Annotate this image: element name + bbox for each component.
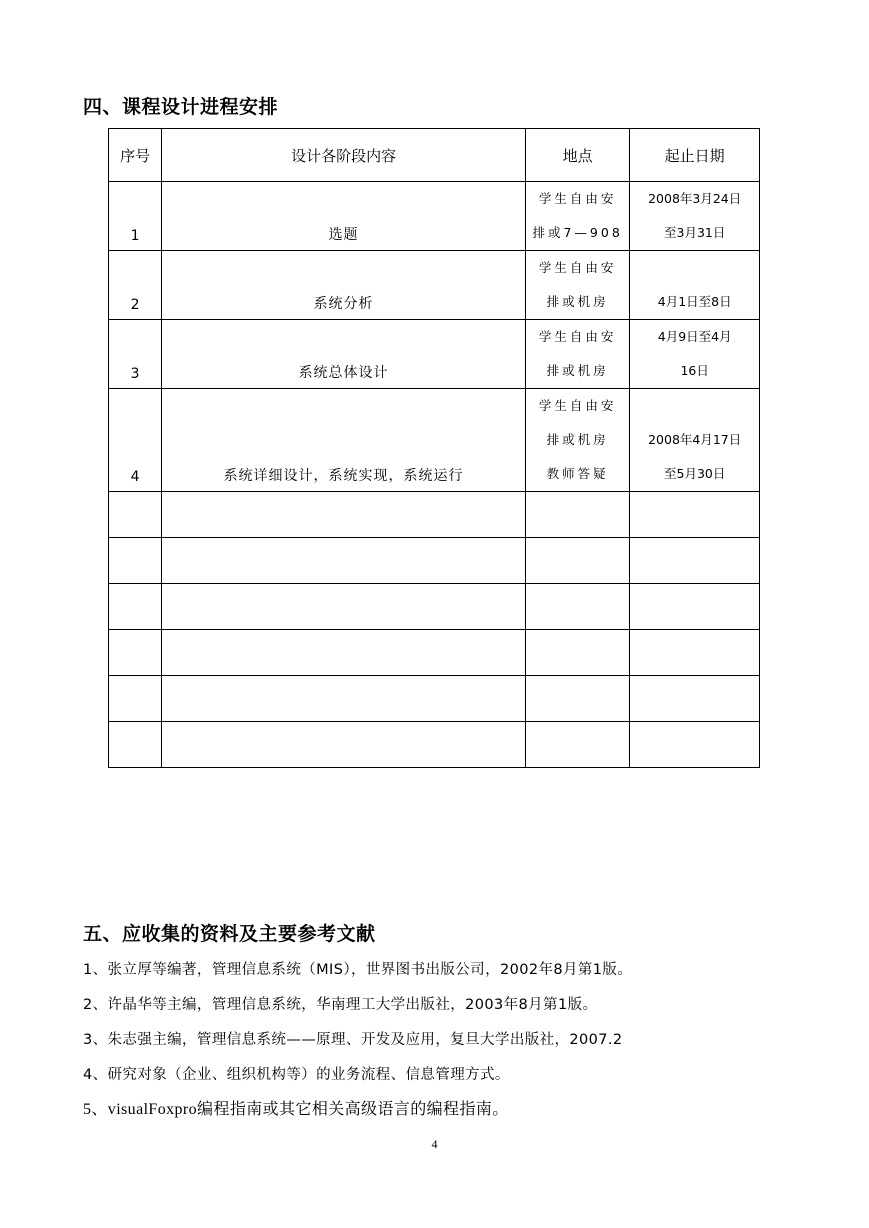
location-line: 学生自由安 bbox=[538, 329, 617, 344]
date-line: 2008年4月17日 bbox=[648, 432, 742, 447]
row-location bbox=[525, 320, 629, 389]
empty-cell bbox=[109, 538, 162, 584]
empty-cell bbox=[630, 492, 760, 538]
date-line: 16日 bbox=[680, 363, 709, 378]
page-number: 4 bbox=[431, 1137, 438, 1151]
row-dates bbox=[630, 389, 760, 492]
section-5-heading: 五、应收集的资料及主要参考文献 bbox=[83, 923, 376, 945]
row-dates bbox=[630, 251, 760, 320]
empty-cell bbox=[630, 676, 760, 722]
row-content: 系统分析 bbox=[162, 251, 526, 320]
header-seq: 序号 bbox=[109, 129, 162, 182]
row-dates bbox=[630, 320, 760, 389]
empty-cell bbox=[525, 492, 629, 538]
date-line: 至3月31日 bbox=[664, 225, 726, 240]
schedule-table bbox=[108, 128, 760, 768]
date-line: 2008年3月24日 bbox=[648, 191, 742, 206]
location-line: 排或机房 bbox=[546, 294, 609, 309]
reference-item: 1、张立厚等编著，管理信息系统（MIS），世界图书出版公司，2002年8月第1版。 bbox=[83, 962, 633, 978]
empty-row bbox=[109, 584, 760, 630]
empty-cell bbox=[109, 676, 162, 722]
date-line: 4月9日至4月 bbox=[657, 329, 732, 344]
date-line: 4月1日至8日 bbox=[657, 294, 732, 309]
row-dates bbox=[630, 182, 760, 251]
empty-row bbox=[109, 722, 760, 768]
empty-cell bbox=[162, 492, 526, 538]
reference-item: 2、许晶华等主编，管理信息系统，华南理工大学出版社，2003年8月第1版。 bbox=[83, 997, 598, 1013]
table-row bbox=[109, 320, 760, 389]
table-header-row bbox=[109, 129, 760, 182]
empty-cell bbox=[630, 630, 760, 676]
date-line: 至5月30日 bbox=[664, 466, 726, 481]
table-row bbox=[109, 389, 760, 492]
empty-cell bbox=[630, 722, 760, 768]
location-line: 学生自由安 bbox=[538, 260, 617, 275]
row-number: 1 bbox=[109, 182, 162, 251]
empty-cell bbox=[109, 584, 162, 630]
empty-cell bbox=[109, 630, 162, 676]
header-content: 设计各阶段内容 bbox=[162, 129, 526, 182]
empty-cell bbox=[525, 630, 629, 676]
row-location bbox=[525, 182, 629, 251]
empty-cell bbox=[162, 630, 526, 676]
location-line: 排或7—908 bbox=[532, 225, 623, 240]
empty-row bbox=[109, 630, 760, 676]
reference-item: 4、研究对象（企业、组织机构等）的业务流程、信息管理方式。 bbox=[83, 1067, 510, 1083]
empty-cell bbox=[109, 722, 162, 768]
empty-cell bbox=[525, 584, 629, 630]
row-location bbox=[525, 251, 629, 320]
empty-cell bbox=[162, 722, 526, 768]
location-line: 排或机房 bbox=[546, 432, 609, 447]
reference-list bbox=[83, 957, 632, 1132]
header-dates: 起止日期 bbox=[630, 129, 760, 182]
empty-cell bbox=[630, 538, 760, 584]
empty-cell bbox=[630, 584, 760, 630]
empty-cell bbox=[162, 676, 526, 722]
location-line: 学生自由安 bbox=[538, 191, 617, 206]
date-line bbox=[630, 251, 759, 285]
empty-row bbox=[109, 492, 760, 538]
row-content: 选题 bbox=[162, 182, 526, 251]
row-number: 4 bbox=[109, 389, 162, 492]
reference-item: 3、朱志强主编，管理信息系统——原理、开发及应用，复旦大学出版社，2007.2 bbox=[83, 1032, 623, 1048]
empty-cell bbox=[525, 676, 629, 722]
row-content: 系统详细设计，系统实现，系统运行 bbox=[162, 389, 526, 492]
section-4-heading: 四、课程设计进程安排 bbox=[83, 96, 279, 118]
empty-cell bbox=[525, 538, 629, 584]
location-line: 学生自由安 bbox=[538, 398, 617, 413]
row-content: 系统总体设计 bbox=[162, 320, 526, 389]
row-number: 2 bbox=[109, 251, 162, 320]
location-line: 排或机房 bbox=[546, 363, 609, 378]
row-location bbox=[525, 389, 629, 492]
location-line: 教师答疑 bbox=[546, 466, 609, 481]
empty-cell bbox=[162, 538, 526, 584]
table-row bbox=[109, 251, 760, 320]
empty-row bbox=[109, 538, 760, 584]
header-location: 地点 bbox=[525, 129, 629, 182]
table-row bbox=[109, 182, 760, 251]
empty-cell bbox=[109, 492, 162, 538]
reference-item: 5、visualFoxpro编程指南或其它相关高级语言的编程指南。 bbox=[83, 1101, 509, 1118]
row-number: 3 bbox=[109, 320, 162, 389]
date-line bbox=[630, 389, 759, 423]
empty-row bbox=[109, 676, 760, 722]
empty-cell bbox=[162, 584, 526, 630]
empty-cell bbox=[525, 722, 629, 768]
